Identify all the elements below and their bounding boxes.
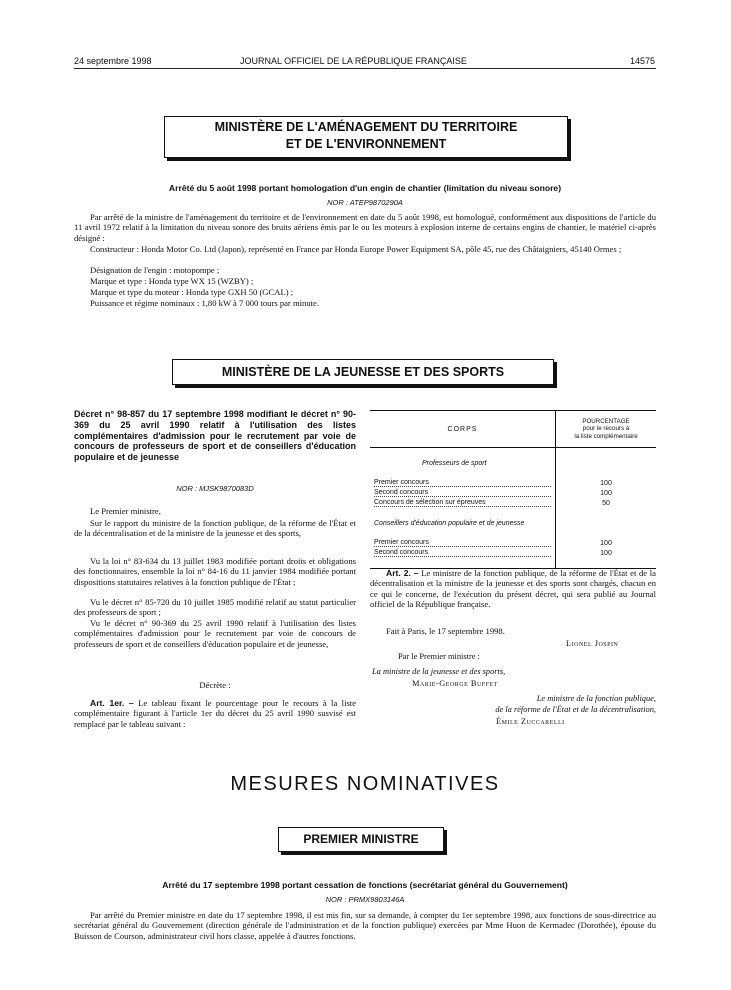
table-row: Premier concours 100	[370, 478, 656, 488]
ministry-jeunesse-title: MINISTÈRE DE LA JEUNESSE ET DES SPORTS	[221, 365, 505, 379]
nor-prmx: NOR : PRMX9803146A	[325, 895, 405, 904]
le-ministre-reforme: de la réforme de l'État et de la décentralisation,	[495, 705, 656, 714]
la-ministre-jeunesse: La ministre de la jeunesse et des sports,	[372, 667, 506, 676]
premier-ministre-title: PREMIER MINISTRE	[303, 832, 419, 846]
ministry-line1: MINISTÈRE DE L'AMÉNAGEMENT DU TERRITOIRE	[214, 120, 518, 134]
table-header-corps: CORPS	[370, 411, 556, 448]
table-row: Concours de sélection sur épreuves 50	[370, 498, 656, 508]
arrete-title-engin: Arrêté du 5 août 1998 portant homologation d'un engin de chantier (limitation du niveau sonore)	[168, 183, 562, 193]
paragraph-cessation: Par arrêté du Premier ministre en date du 17 septembre 1998, il est mis fin, sur sa demande, à compter du 1er septembre 1998, aux fonctions de sous-directrice au secrétariat général du Gouvernement (direction générale de l'administration et de la fonction publique) exercées par Mme Huon de Kermadec (Dorothée), épouse du Buisson de Courson, administrateur civil hors classe, appelée à d'autres fonctions.	[74, 910, 656, 941]
nor-mjsk: NOR : MJSK9870083D	[176, 484, 254, 493]
par-le-premier-ministre: Par le Premier ministre :	[398, 652, 480, 661]
decrete-label: Décrète :	[199, 680, 231, 690]
paragraph-rapport: Sur le rapport du ministre de la fonction publique, de la réforme de l'État et de la décentralisation et de la ministre de la jeunesse et des sports,	[74, 518, 356, 539]
fait-a-paris: Fait à Paris, le 17 septembre 1998.	[386, 626, 505, 636]
paragraph-constructeur: Constructeur : Honda Motor Co. Ltd (Japon), représenté en France par Honda Europe Power Equipment SA, pôle 45, rue des Châtaigniers, 45140 Ormes ;	[90, 244, 622, 254]
header-page-number: 14575	[630, 56, 656, 66]
table-row: Second concours 100	[370, 548, 656, 558]
le-ministre-fonction-publique: Le ministre de la fonction publique,	[536, 694, 656, 703]
table-group-conseillers: Conseillers d'éducation populaire et de jeunesse	[374, 519, 525, 527]
marque-type-line: Marque et type : Honda type WX 15 (WZBY) ;	[90, 276, 254, 286]
article-1-text: Le tableau fixant le pourcentage pour le recours à la liste complémentaire figurant à l'article 1er du décret du 25 avril 1990 susvisé est remplacé par le tableau suivant :	[74, 698, 357, 729]
article-1-label: Art. 1er. –	[90, 698, 134, 708]
premier-ministre: Le Premier ministre,	[90, 506, 161, 516]
article-2-label: Art. 2. –	[386, 568, 419, 578]
article-2	[370, 568, 656, 609]
header-rule	[74, 68, 656, 69]
percentage-table	[370, 410, 656, 569]
signature-jospin: Lionel Jospin	[566, 639, 619, 648]
designation-line: Désignation de l'engin : motopompe ;	[90, 265, 220, 275]
heading-mesures-nominatives: MESURES NOMINATIVES	[230, 773, 500, 795]
signature-zuccarelli: Émile Zuccarelli	[496, 717, 565, 726]
table-group-professeurs: Professeurs de sport	[422, 459, 487, 467]
moteur-line: Marque et type du moteur : Honda type GXH 50 (GCAL) ;	[90, 287, 294, 297]
paragraph-vu-loi: Vu la loi n° 83-634 du 13 juillet 1983 modifiée portant droits et obligations des fonctionnaires, ensemble la loi n° 84-16 du 11 janvier 1984 modifiée portant dispositions statutaires relatives à la fonction publique de l'État ;	[74, 556, 356, 587]
signature-buffet: Marie-George Buffet	[412, 679, 498, 688]
puissance-line: Puissance et régime nominaux : 1,80 kW à 7 000 tours par minute.	[90, 298, 319, 308]
ministry-box-premier-ministre	[278, 827, 444, 852]
article-2-text: Le ministre de la fonction publique, de la réforme de l'État et de la décentralisation et la ministre de la jeunesse et des sports sont chargés, chacun en ce qui le concerne, de l'exécution du présent décret, qui sera publié au Journal officiel de la République française.	[370, 568, 656, 609]
decret-title: Décret n° 98-857 du 17 septembre 1998 modifiant le décret n° 90-369 du 25 avril 1990 relatif à l'utilisation des listes complémentaires d'admission pour le recrutement par voie de concours de professeurs de sport et de conseillers d'éducation populaire et de jeunesse	[74, 409, 356, 463]
header-journal: JOURNAL OFFICIEL DE LA RÉPUBLIQUE FRANÇAISE	[240, 56, 467, 66]
paragraph-vu-decret-85: Vu le décret n° 85-720 du 10 juillet 1985 modifié relatif au statut particulier des professeurs de sport ;	[74, 597, 356, 618]
article-1	[74, 698, 356, 729]
nor-atep: NOR : ATEP9870290A	[327, 198, 403, 207]
table-header-percentage: POURCENTAGE pour le recours à la liste complémentaire	[556, 411, 657, 448]
paragraph-vu-decret-90: Vu le décret n° 90-369 du 25 avril 1990 relatif à l'utilisation des listes complémentaires d'admission pour le recrutement par voie de concours de professeurs de sport et de conseillers d'éducation populaire et de jeunesse,	[74, 618, 356, 649]
arrete-title-cessation: Arrêté du 17 septembre 1998 portant cessation de fonctions (secrétariat général du Gouvernement)	[162, 880, 568, 890]
ministry-box-environment	[164, 116, 568, 158]
paragraph-homologation: Par arrêté de la ministre de l'aménagement du territoire et de l'environnement en date du 5 août 1998, est homologué, conformément aux dispositions de l'article du 11 avril 1972 relatif à la limitation du niveau sonore des bruits aériens émis par le ou les moteurs à explosion interne de certains engins de chantier, le matériel ci-après désigné :	[74, 212, 656, 243]
header-date: 24 septembre 1998	[74, 56, 152, 66]
table-row: Second concours 100	[370, 488, 656, 498]
ministry-line2: ET DE L'ENVIRONNEMENT	[285, 137, 447, 151]
ministry-box-jeunesse	[172, 359, 554, 385]
table-row: Premier concours 100	[370, 538, 656, 548]
